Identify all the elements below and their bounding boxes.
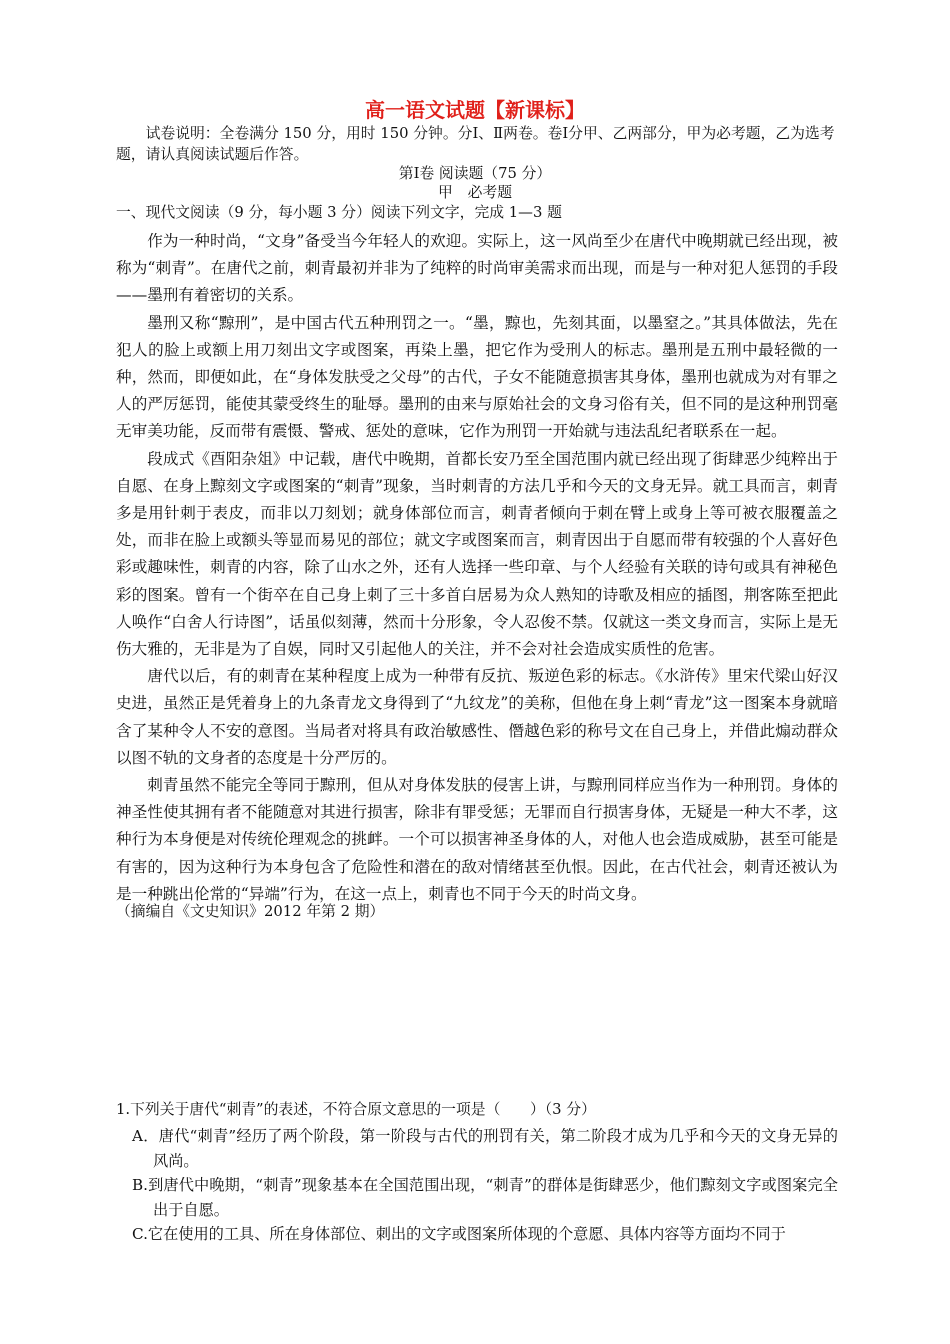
exam-title: 高一语文试题【新课标】 [365,98,585,122]
subsection-title: 甲 必考题 [438,184,512,201]
passage-paragraph: 作为一种时尚，“文身”备受当今年轻人的欢迎。实际上，这一风尚至少在唐代中晚期就已经出现，被称为“刺青”。在唐代之前，刺青最初并非为了纯粹的时尚审美需求而出现，而是与一种对犯人惩罚的手段——墨刑有着密切的关系。 [116,232,838,305]
reading-passage [116,228,838,908]
option-b: B.到唐代中晚期，“刺青”现象基本在全国范围出现，“刺青”的群体是街肆恶少，他们黥刻文字或图案完全出于自愿。 [132,1176,838,1219]
option-c: C.它在使用的工具、所在身体部位、刺出的文字或图案所体现的个意愿、具体内容等方面均不同于 [132,1225,786,1244]
passage-paragraph: 墨刑又称“黥刑”，是中国古代五种刑罚之一。“墨，黥也，先刻其面，以墨窒之。”其具体做法，先在犯人的脸上或额上用刀刻出文字或图案，再染上墨，把它作为受刑人的标志。墨刑是五刑中最轻微的一种，然而，即便如此，在“身体发肤受之父母”的古代，子女不能随意损害其身体，墨刑也就成为对有罪之人的严厉惩罚，能使其蒙受终生的耻辱。墨刑的由来与原始社会的文身习俗有关，但不同的是这种刑罚毫无审美功能，反而带有震慑、警戒、惩处的意味，它作为刑罚一开始就与违法乱纪者联系在一起。 [116,313,838,441]
question-1-options [116,1124,838,1247]
exam-description [116,123,838,165]
passage-paragraph: 段成式《酉阳杂俎》中记载，唐代中晚期，首都长安乃至全国范围内就已经出现了街肆恶少纯粹出于自愿、在身上黥刻文字或图案的“刺青”现象，当时刺青的方法几乎和今天的文身无异。就工具而言，刺青多是用针刺于表皮，而非以刀刻划；就身体部位而言，刺青者倾向于刺在臂上或身上等可被衣服覆盖之处，而非在脸上或额头等显而易见的部位；就文字或图案而言，刺青因出于自愿而带有较强的个人喜好色彩或趣味性，刺青的内容，除了山水之外，还有人选择一些印章、与个人经验有关联的诗句或具有神秘色彩的图案。曾有一个街卒在自己身上刺了三十多首白居易为众人熟知的诗歌及相应的插图，荆客陈至把此人唤作“白舍人行诗图”，话虽似刻薄，然而十分形象，令人忍俊不禁。仅就这一类文身而言，实际上是无伤大雅的，无非是为了自娱，同时又引起他人的关注，并不会对社会造成实质性的危害。 [116,449,838,659]
passage-paragraph: 刺青虽然不能完全等同于黥刑，但从对身体发肤的侵害上讲，与黥刑同样应当作为一种刑罚。身体的神圣性使其拥有者不能随意对其进行损害，除非有罪受惩；无罪而自行损害身体，无疑是一种大不孝，这种行为本身便是对传统伦理观念的挑衅。一个可以损害神圣身体的人，对他人也会造成威胁，甚至可能是有害的，因为这种行为本身包含了危险性和潜在的敌对情绪甚至仇恨。因此，在古代社会，刺青还被认为是一种跳出伦常的“异端”行为，在这一点上，刺青也不同于今天的时尚文身。 [116,776,838,903]
question-1-stem: 1.下列关于唐代“刺青”的表述，不符合原文意思的一项是（ ）（3 分） [116,1101,596,1118]
section-title: 第Ⅰ卷 阅读题（75 分） [398,165,552,182]
passage-source: （摘编自《文史知识》2012 年第 2 期） [116,903,385,920]
passage-paragraph: 唐代以后，有的刺青在某种程度上成为一种带有反抗、叛逆色彩的标志。《水浒传》里宋代梁山好汉史进，虽然正是凭着身上的九条青龙文身得到了“九纹龙”的美称，但他在身上刺“青龙”这一图案本身就暗含了某种令人不安的意图。当局者对将具有政治敏感性、僭越色彩的称号文在自己身上，并借此煽动群众以图不轨的文身者的态度是十分严厉的。 [116,667,838,767]
option-a: A．唐代“刺青”经历了两个阶段，第一阶段与古代的刑罚有关，第二阶段才成为几乎和今天的文身无异的风尚。 [132,1127,838,1170]
description-text: 试卷说明：全卷满分 150 分，用时 150 分钟。分Ⅰ、Ⅱ两卷。卷Ⅰ分甲、乙两部分，甲为必考题，乙为选考题，请认真阅读试题后作答。 [116,125,835,163]
question-group-header: 一、现代文阅读（9 分，每小题 3 分）阅读下列文字，完成 1—3 题 [116,204,562,221]
